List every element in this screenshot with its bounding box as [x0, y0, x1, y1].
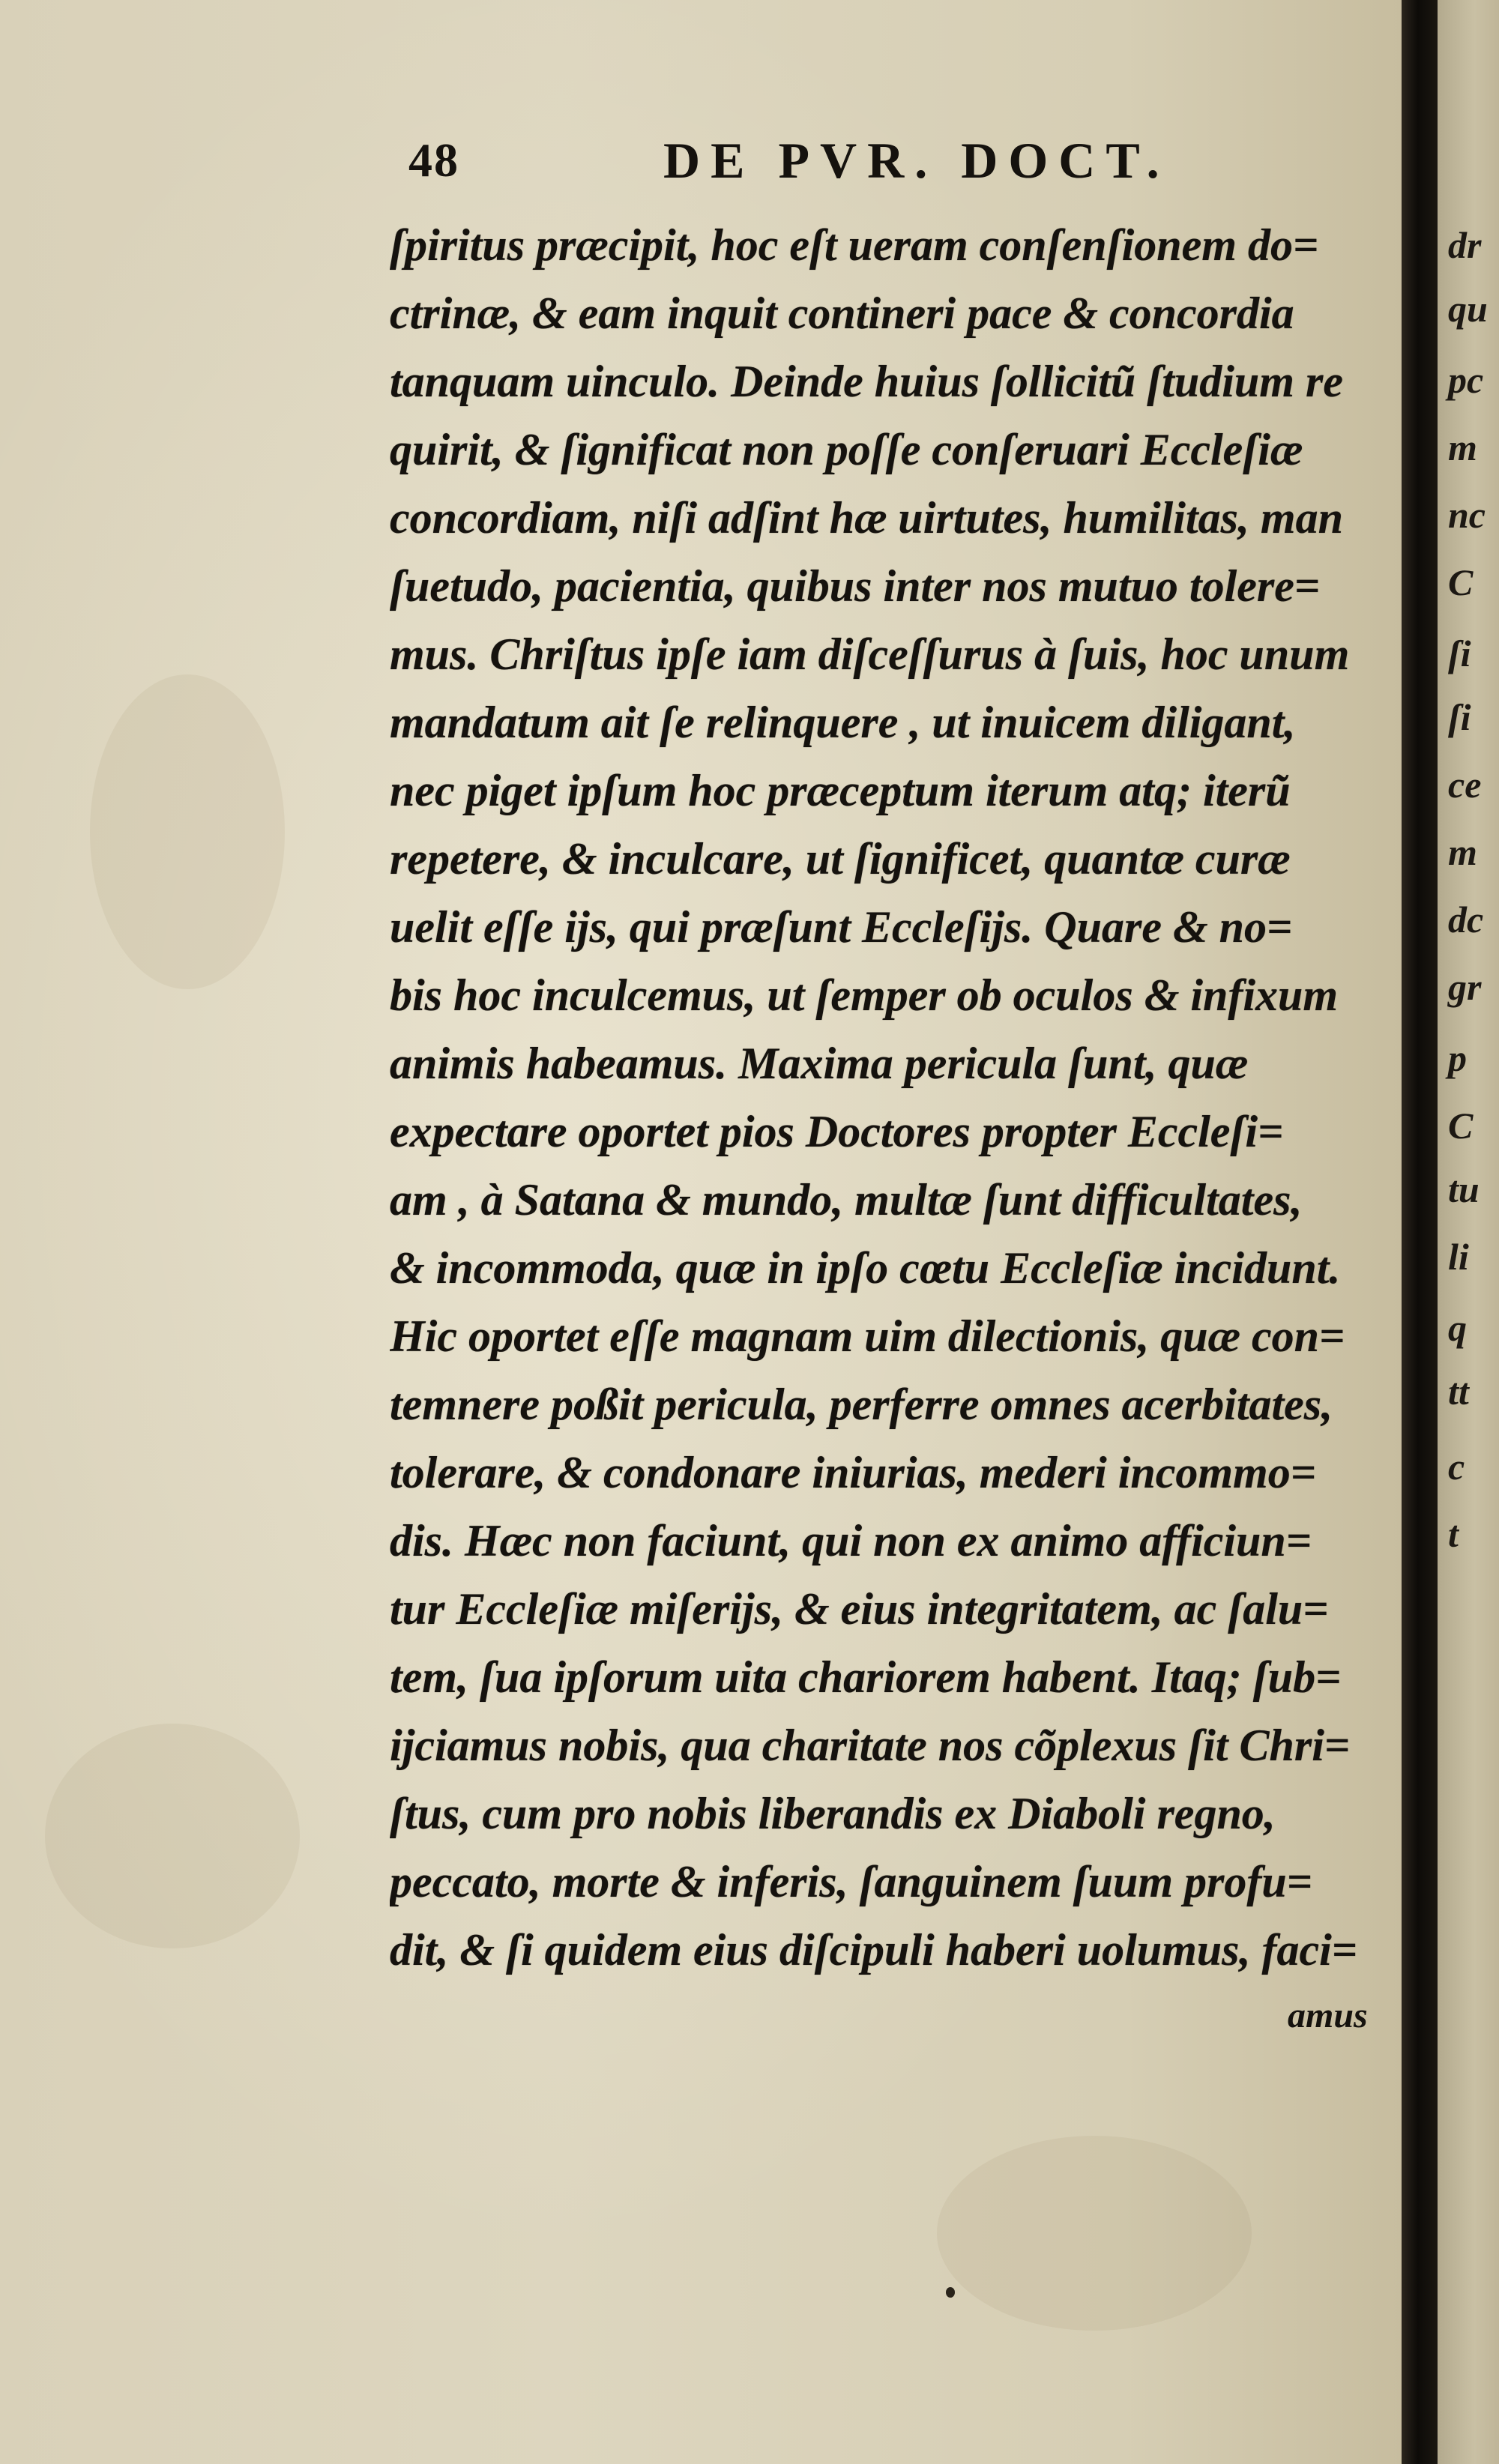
text-line: tolerare, & condonare iniurias, mederi incommo= — [390, 1448, 1316, 1497]
text-line: dit, & ſi quidem eius diſcipuli haberi uolumus, faci= — [390, 1925, 1357, 1975]
facing-line-fragment: gr — [1448, 966, 1482, 1008]
facing-line-fragment: ſi — [1448, 696, 1471, 738]
text-line: uelit eſſe ijs, qui præſunt Eccleſijs. Quare & no= — [390, 902, 1293, 952]
text-line: expectare oportet pios Doctores propter Eccleſi= — [390, 1107, 1284, 1156]
text-line: concordiam, niſi adſint hæ uirtutes, humilitas, man — [390, 493, 1343, 543]
text-line: mus. Chriſtus ipſe iam diſceſſurus à ſuis, hoc unum — [390, 629, 1350, 679]
text-line: ſuetudo, pacientia, quibus inter nos mutuo tolere= — [390, 561, 1321, 611]
facing-line-fragment: m — [1448, 426, 1477, 468]
text-line: mandatum ait ſe relinquere , ut inuicem diligant, — [390, 698, 1296, 747]
running-head: DE PVR. DOCT. — [663, 132, 1170, 189]
facing-line-fragment: dr — [1448, 224, 1482, 266]
paper-stain — [45, 1724, 300, 1948]
facing-line-fragment: ce — [1448, 764, 1482, 806]
facing-line-fragment: tt — [1448, 1371, 1469, 1413]
text-line: am , à Satana & mundo, multæ ſunt difficultates, — [390, 1175, 1303, 1225]
text-line: quirit, & ſignificat non poſſe conſeruari Eccleſiæ — [390, 425, 1303, 474]
text-line: ijciamus nobis, qua charitate nos cõplexus ſit Chri= — [390, 1721, 1351, 1770]
text-line: nec piget ipſum hoc præceptum iterum atq; iterũ — [390, 766, 1291, 815]
facing-line-fragment: c — [1448, 1446, 1465, 1488]
facing-line-fragment: p — [1448, 1037, 1467, 1079]
paper-stain — [937, 2136, 1252, 2331]
text-line: peccato, morte & inferis, ſanguinem ſuum profu= — [390, 1857, 1312, 1906]
facing-line-fragment: t — [1448, 1513, 1459, 1555]
text-line: & incommoda, quæ in ipſo cœtu Eccleſiæ incidunt. — [390, 1243, 1341, 1293]
text-line: repetere, & inculcare, ut ſignificet, quantæ curæ — [390, 834, 1291, 884]
book-gutter — [1402, 0, 1438, 2464]
text-line: ſpiritus præcipit, hoc eſt ueram conſenſionem do= — [390, 220, 1319, 270]
text-line: ctrinæ, & eam inquit contineri pace & concordia — [390, 289, 1294, 338]
ink-speck — [946, 2287, 955, 2298]
folio-number: 48 — [408, 133, 459, 187]
text-line: tanquam uinculo. Deinde huius ſollicitũ ſtudium re — [390, 357, 1343, 406]
facing-page-edge — [1438, 0, 1499, 2464]
facing-line-fragment: m — [1448, 831, 1477, 873]
paper-stain — [90, 674, 285, 989]
text-line: temnere poßit pericula, perferre omnes acerbitates, — [390, 1380, 1333, 1429]
facing-line-fragment: ſi — [1448, 632, 1471, 674]
catchword: amus — [1288, 1996, 1368, 2035]
text-line: animis habeamus. Maxima pericula ſunt, quæ — [390, 1039, 1249, 1088]
text-block — [390, 211, 1383, 1980]
facing-line-fragment: q — [1448, 1307, 1467, 1349]
facing-line-fragment: C — [1448, 561, 1474, 603]
facing-line-fragment: tu — [1448, 1168, 1480, 1210]
facing-line-fragment: dc — [1448, 899, 1484, 940]
page-header — [408, 127, 1270, 195]
facing-line-fragment: pc — [1448, 359, 1484, 401]
text-line: ſtus, cum pro nobis liberandis ex Diaboli regno, — [390, 1789, 1276, 1838]
facing-line-fragment: qu — [1448, 288, 1488, 330]
text-line: bis hoc inculcemus, ut ſemper ob oculos & infixum — [390, 970, 1339, 1020]
text-line: tem, ſua ipſorum uita chariorem habent. Itaq; ſub= — [390, 1652, 1342, 1702]
facing-line-fragment: C — [1448, 1105, 1474, 1147]
facing-line-fragment: li — [1448, 1236, 1469, 1278]
facing-line-fragment: nc — [1448, 494, 1486, 536]
text-line: tur Eccleſiæ miſerijs, & eius integritatem, ac ſalu= — [390, 1584, 1329, 1634]
text-line: Hic oportet eſſe magnam uim dilectionis, quæ con= — [390, 1311, 1345, 1361]
text-line: dis. Hæc non faciunt, qui non ex animo afficiun= — [390, 1516, 1312, 1565]
